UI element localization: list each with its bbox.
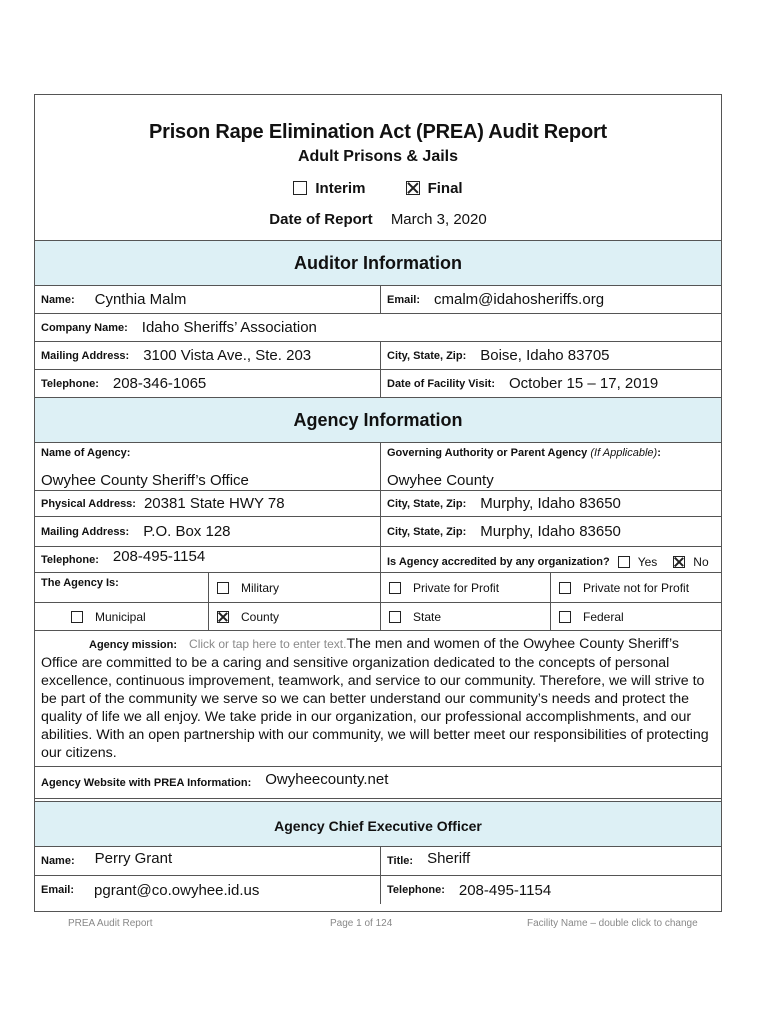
auditor-csz-label: City, State, Zip: (387, 349, 467, 362)
ceo-name-cell (35, 847, 380, 875)
final-option[interactable] (406, 180, 463, 197)
auditor-visit-value[interactable]: October 15 – 17, 2019 (509, 375, 659, 392)
ceo-email-cell (35, 876, 380, 904)
agency-accredited-cell (380, 547, 721, 572)
auditor-email-value[interactable]: cmalm@idahosheriffs.org (434, 291, 605, 308)
private-not-for-profit-label: Private not for Profit (583, 580, 690, 595)
auditor-phone-cell (35, 370, 380, 397)
military-label: Military (241, 580, 279, 595)
auditor-name-value[interactable]: Cynthia Malm (94, 291, 187, 308)
county-label: County (241, 609, 280, 624)
footer-page-number: Page 1 of 124 (330, 918, 393, 929)
report-subtitle: Adult Prisons & Jails (297, 148, 459, 165)
agency-physical-value[interactable]: 20381 State HWY 78 (143, 495, 285, 512)
auditor-csz-cell (380, 342, 721, 369)
auditor-mailing-value[interactable]: 3100 Vista Ave., Ste. 203 (143, 347, 312, 364)
report-title: Prison Rape Elimination Act (PREA) Audit Report (148, 121, 608, 143)
agency-type-row-2 (35, 603, 721, 631)
governing-authority-value[interactable]: Owyhee County (387, 472, 494, 489)
agency-mission-placeholder[interactable]: Click or tap here to enter text. (189, 637, 347, 651)
agency-phone-cell (35, 547, 380, 572)
report-header (35, 121, 721, 228)
ceo-name-row (35, 847, 721, 876)
governing-authority-cell (380, 443, 721, 490)
auditor-visit-label: Date of Facility Visit: (387, 377, 495, 390)
governing-authority-label (387, 447, 661, 459)
footer-report-name: PREA Audit Report (68, 918, 153, 929)
agency-type-military[interactable] (208, 573, 380, 602)
ceo-email-row (35, 876, 721, 904)
agency-type-municipal[interactable] (35, 603, 208, 630)
federal-label: Federal (583, 609, 624, 624)
auditor-company-row (35, 314, 721, 342)
agency-website-row (35, 767, 721, 799)
auditor-phone-label: Telephone: (41, 377, 99, 390)
federal-checkbox[interactable] (559, 611, 571, 623)
agency-mailing-value[interactable]: P.O. Box 128 (143, 523, 231, 540)
agency-physical-csz-label: City, State, Zip: (387, 497, 467, 510)
ceo-email-label: Email: (41, 884, 75, 896)
interim-option[interactable] (293, 180, 365, 197)
agency-name-row (35, 443, 721, 491)
agency-type-row-1 (35, 573, 721, 603)
report-type-options (35, 180, 721, 197)
governing-authority-colon: : (657, 447, 661, 459)
auditor-company-label: Company Name: (41, 321, 128, 334)
state-label: State (413, 609, 442, 624)
private-for-profit-checkbox[interactable] (389, 582, 401, 594)
accredited-no-checkbox[interactable] (673, 556, 685, 568)
ceo-email-value[interactable]: pgrant@co.owyhee.id.us (94, 881, 260, 899)
ceo-phone-label: Telephone: (387, 884, 445, 896)
municipal-label: Municipal (95, 609, 146, 624)
agency-mailing-label: Mailing Address: (41, 525, 130, 538)
agency-mailing-cell (35, 517, 380, 546)
auditor-mailing-label: Mailing Address: (41, 349, 130, 362)
ceo-title-value[interactable]: Sheriff (427, 849, 471, 867)
accredited-yes-label: Yes (637, 554, 658, 569)
auditor-csz-value[interactable]: Boise, Idaho 83705 (480, 347, 610, 364)
agency-mailing-csz-label: City, State, Zip: (387, 525, 467, 538)
agency-physical-csz-value[interactable]: Murphy, Idaho 83650 (480, 495, 621, 512)
ceo-title-cell (380, 847, 721, 875)
accredited-yes-checkbox[interactable] (618, 556, 630, 568)
auditor-phone-value[interactable]: 208-346-1065 (112, 375, 207, 392)
military-checkbox[interactable] (217, 582, 229, 594)
governing-authority-label-text: Governing Authority or Parent Agency (387, 447, 588, 459)
agency-section-heading: Agency Information (35, 398, 721, 443)
agency-name-cell (35, 443, 380, 490)
date-of-report-row (35, 211, 721, 228)
interim-label: Interim (315, 180, 366, 197)
private-for-profit-label: Private for Profit (413, 580, 500, 595)
agency-mission-label: Agency mission: (89, 639, 178, 651)
agency-phone-value[interactable]: 208-495-1154 (112, 548, 206, 565)
ceo-name-label: Name: (41, 855, 75, 867)
date-of-report-value[interactable]: March 3, 2020 (390, 211, 487, 228)
agency-phone-label: Telephone: (41, 553, 99, 566)
auditor-mailing-cell (35, 342, 380, 369)
agency-name-value[interactable]: Owyhee County Sheriff’s Office (41, 472, 249, 489)
agency-type-private-nonprofit[interactable] (550, 573, 721, 602)
agency-type-county[interactable] (208, 603, 380, 630)
auditor-company-cell (35, 314, 721, 341)
agency-website-cell (35, 767, 721, 798)
auditor-phone-row (35, 370, 721, 398)
audit-report-form (34, 94, 722, 912)
agency-mailing-csz-cell (380, 517, 721, 546)
auditor-section-heading: Auditor Information (35, 240, 721, 286)
auditor-email-label: Email: (387, 293, 421, 306)
agency-phone-row (35, 547, 721, 573)
agency-mission-block[interactable] (35, 631, 721, 767)
ceo-phone-cell (380, 876, 721, 904)
agency-website-value[interactable]: Owyheecounty.net (265, 771, 389, 788)
footer-facility-name[interactable]: Facility Name – double click to change (527, 918, 698, 929)
agency-type-label-cell (35, 573, 208, 602)
auditor-mailing-row (35, 342, 721, 370)
agency-physical-row (35, 491, 721, 517)
auditor-name-label: Name: (41, 293, 75, 306)
auditor-email-cell (380, 286, 721, 313)
accredited-no-label: No (693, 554, 709, 569)
agency-website-label: Agency Website with PREA Information: (41, 776, 252, 789)
auditor-visit-cell (380, 370, 721, 397)
agency-physical-label: Physical Address: (41, 497, 136, 510)
final-checkbox[interactable] (406, 181, 420, 195)
agency-accredited-label: Is Agency accredited by any organization? (387, 555, 610, 568)
agency-type-private-profit[interactable] (380, 573, 550, 602)
agency-name-label: Name of Agency: (41, 447, 131, 459)
auditor-company-value[interactable]: Idaho Sheriffs’ Association (141, 319, 317, 336)
agency-mailing-row (35, 517, 721, 547)
agency-type-label: The Agency Is: (41, 577, 119, 589)
auditor-name-row (35, 286, 721, 314)
ceo-section-heading: Agency Chief Executive Officer (35, 801, 721, 847)
agency-physical-csz-cell (380, 491, 721, 516)
state-checkbox[interactable] (389, 611, 401, 623)
private-not-for-profit-checkbox[interactable] (559, 582, 571, 594)
county-checkbox[interactable] (217, 611, 229, 623)
agency-type-state[interactable] (380, 603, 550, 630)
auditor-name-cell (35, 286, 380, 313)
municipal-checkbox[interactable] (71, 611, 83, 623)
final-label: Final (427, 180, 463, 197)
ceo-name-value[interactable]: Perry Grant (94, 849, 173, 867)
agency-type-federal[interactable] (550, 603, 721, 630)
agency-mailing-csz-value[interactable]: Murphy, Idaho 83650 (480, 523, 621, 540)
date-of-report-label: Date of Report (269, 211, 373, 228)
agency-mission-text[interactable]: The men and women of the Owyhee County Sheriff’s Office are committed to be a caring and sensitive organization dedicated to the concepts of personal excellence, continuous improvement, teamwork, and service to our community. Therefore, we will strive to be part of the community we serve so we can better understand our community’s needs and protect the quality of life we all enjoy. We take pride in our organization, our professional accomplishments, and our abilities. With an open partnership with our community, we will better meet our responsibilities of protecting our citizens. (41, 636, 709, 761)
ceo-phone-value[interactable]: 208-495-1154 (458, 881, 552, 899)
agency-physical-cell (35, 491, 380, 516)
interim-checkbox[interactable] (293, 181, 307, 195)
governing-authority-hint: (If Applicable) (590, 447, 658, 459)
ceo-title-label: Title: (387, 855, 414, 867)
